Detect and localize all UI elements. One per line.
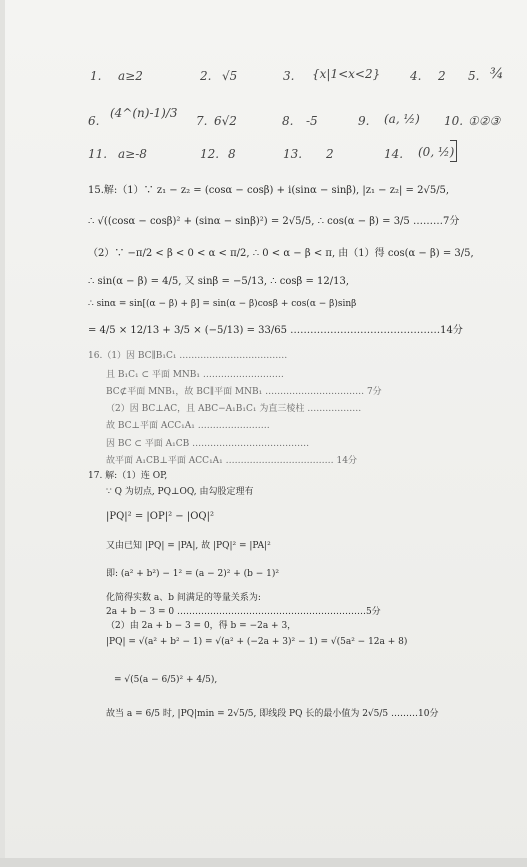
solution-line: |PQ|² = |OP|² − |OQ|²: [106, 511, 214, 522]
solution-line: 故 BC⊥平面 ACC₁A₁ ……………………: [106, 421, 270, 431]
answer-value: {x|1<x<2}: [312, 67, 381, 81]
answer-value: 2: [438, 69, 446, 83]
solution-line: 15.解:（1）∵ z₁ − z₂ = (cosα − cosβ) + i(sinα − sinβ), |z₁ − z₂| = 2√5/5,: [88, 185, 450, 196]
answer-number: 13.: [283, 147, 303, 161]
answer-value: (4^(n)-1)/3: [110, 106, 178, 120]
solution-line: |PQ| = √(a² + b² − 1) = √(a² + (−2a + 3)² − 1) = √(5a² − 12a + 8): [106, 637, 408, 647]
answer-number: 14.: [384, 147, 404, 161]
solution-line: 2a + b − 3 = 0 ………………………………………………………5分: [106, 607, 381, 617]
answer-value: ¾: [490, 66, 504, 82]
answer-number: 12.: [200, 147, 220, 161]
answer-value: a≥2: [118, 69, 143, 83]
solution-line: 故平面 A₁CB⊥平面 ACC₁A₁ ……………………………… 14分: [106, 456, 357, 466]
answer-value: 2: [326, 147, 334, 161]
answer-value: -5: [306, 114, 318, 128]
solution-line: 化简得实数 a、b 间满足的等量关系为:: [106, 593, 261, 603]
solution-line: 因 BC ⊂ 平面 A₁CB …………………………………: [106, 439, 310, 449]
answer-number: 10.: [444, 114, 464, 128]
solution-line: 且 B₁C₁ ⊂ 平面 MNB₁ ………………………: [106, 370, 284, 380]
answer-value: (0, ½): [418, 145, 455, 159]
solution-line: 17. 解:（1）连 OP,: [88, 471, 168, 481]
answer-value: (a, ½): [384, 112, 420, 126]
scan-bottom-edge: [0, 858, 527, 867]
solution-line: （2）∵ −π/2 < β < 0 < α < π/2, ∴ 0 < α − β < π, 由（1）得 cos(α − β) = 3/5,: [88, 248, 474, 259]
scan-left-edge: [0, 0, 5, 867]
answer-number: 9.: [358, 114, 370, 128]
answer-number: 5.: [468, 69, 480, 83]
answer-value: a≥-8: [118, 147, 147, 161]
solution-line: ∴ sinα = sin[(α − β) + β] = sin(α − β)cosβ + cos(α − β)sinβ: [88, 299, 357, 309]
solution-line: ∵ Q 为切点, PQ⊥OQ, 由勾股定理有: [106, 487, 254, 497]
solution-line: 即: (a² + b²) − 1² = (a − 2)² + (b − 1)²: [106, 569, 280, 579]
solution-line: 故当 a = 6/5 时, |PQ|min = 2√5/5, 即线段 PQ 长的最小值为 2√5/5 ………10分: [106, 709, 439, 719]
answer-number: 6.: [88, 114, 100, 128]
solution-line: （2）因 BC⊥AC，且 ABC−A₁B₁C₁ 为直三棱柱 ………………: [106, 404, 362, 414]
answer-number: 7.: [196, 114, 208, 128]
answer-value: 6√2: [214, 114, 237, 128]
solution-line: 又由已知 |PQ| = |PA|, 故 |PQ|² = |PA|²: [106, 541, 271, 551]
answer-number: 8.: [282, 114, 294, 128]
answer-value: 8: [228, 147, 236, 161]
solution-line: = √(5(a − 6/5)² + 4/5),: [114, 675, 218, 685]
answer-value: √5: [222, 69, 238, 83]
solution-line: 16.（1）因 BC∥B₁C₁ ………………………………: [88, 351, 288, 361]
answer-value: ①②③: [468, 114, 501, 128]
answer-number: 4.: [410, 69, 422, 83]
answer-number: 1.: [90, 69, 102, 83]
solution-line: BC⊄平面 MNB₁，故 BC∥平面 MNB₁ …………………………… 7分: [106, 387, 382, 397]
solution-line: = 4/5 × 12/13 + 3/5 × (−5/13) = 33/65 ………………………………………14分: [88, 325, 463, 336]
solution-line: （2）由 2a + b − 3 = 0，得 b = −2a + 3，: [106, 621, 297, 631]
answer-bracket: [450, 140, 457, 162]
answer-number: 11.: [88, 147, 108, 161]
answer-number: 3.: [283, 69, 295, 83]
answer-number: 2.: [200, 69, 212, 83]
solution-line: ∴ sin(α − β) = 4/5, 又 sinβ = −5/13, ∴ cosβ = 12/13,: [88, 276, 350, 287]
solution-line: ∴ √((cosα − cosβ)² + (sinα − sinβ)²) = 2√5/5, ∴ cos(α − β) = 3/5 ………7分: [88, 216, 460, 227]
